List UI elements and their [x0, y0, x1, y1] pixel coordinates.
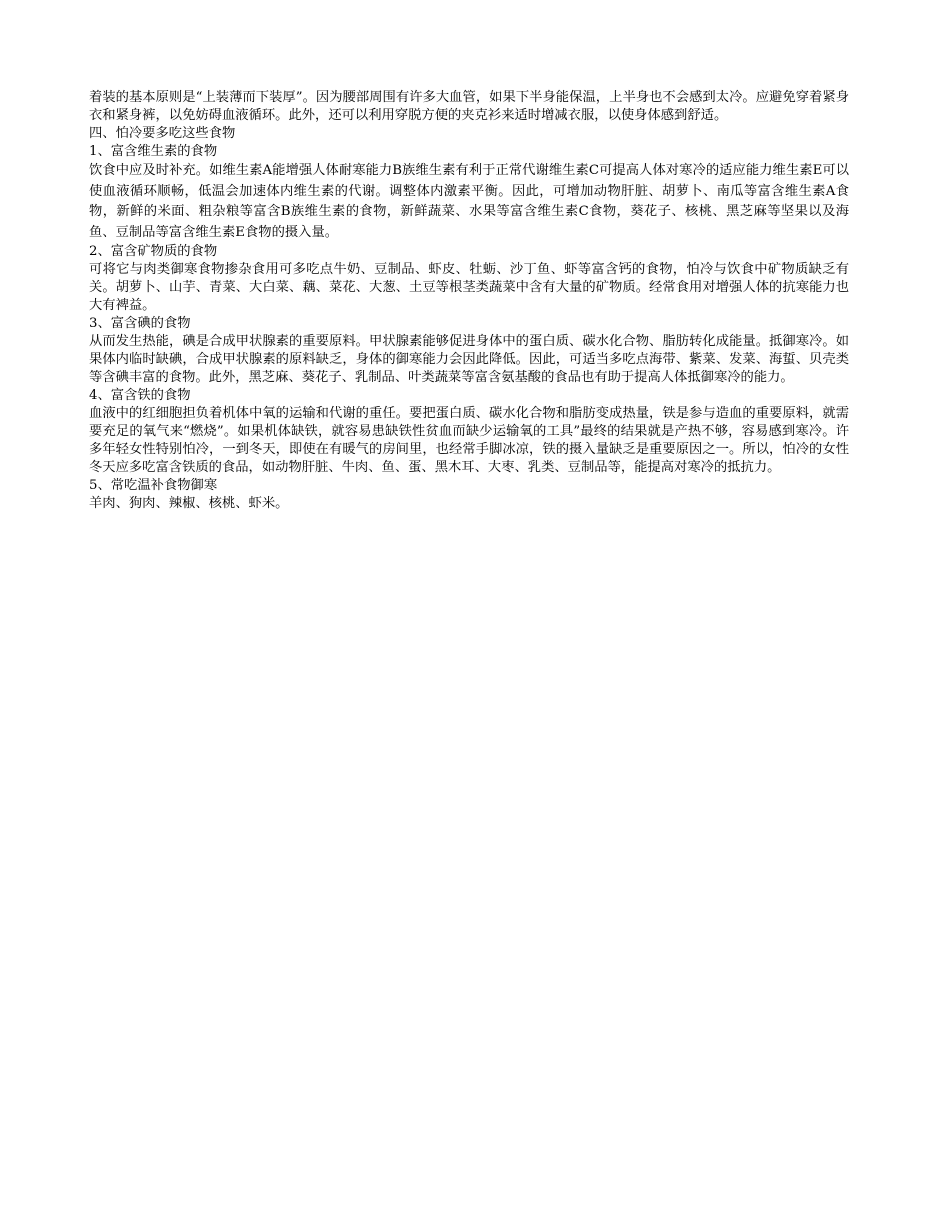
document-body	[89, 89, 849, 513]
section-heading-foods: 四、怕冷要多吃这些食物	[89, 126, 236, 141]
subheading-vitamins: 1、富含维生素的食物	[89, 144, 218, 159]
subheading-warming-foods: 5、常吃温补食物御寒	[89, 478, 218, 493]
paragraph-minerals: 可将它与肉类御寒食物掺杂食用可多吃点牛奶、豆制品、虾皮、牡蛎、沙丁鱼、虾等富含钙的食物，怕冷与饮食中矿物质缺乏有关。胡萝卜、山芋、青菜、大白菜、藕、菜花、大葱、土豆等根茎类蔬菜中含有大量的矿物质。经常食用对增强人体的抗寒能力也大有裨益。	[89, 262, 849, 313]
paragraph-clothing-principle: 着装的基本原则是“上装薄而下装厚”。因为腰部周围有许多大血管，如果下半身能保温，上半身也不会感到太冷。应避免穿着紧身衣和紧身裤，以免妨碍血液循环。此外，还可以利用穿脱方便的夹克衫来适时增减衣服，以使身体感到舒适。	[89, 90, 849, 123]
paragraph-iron: 血液中的红细胞担负着机体中氧的运输和代谢的重任。要把蛋白质、碳水化合物和脂肪变成热量，铁是参与造血的重要原料，就需要充足的氧气来“燃烧”。如果机体缺铁，就容易患缺铁性贫血而缺少运输氧的工具”最终的结果就是产热不够，容易感到寒冷。许多年轻女性特别怕冷，一到冬天，即使在有暖气的房间里，也经常手脚冰凉，铁的摄入量缺乏是重要原因之一。所以，怕冷的女性冬天应多吃富含铁质的食品，如动物肝脏、牛肉、鱼、蛋、黑木耳、大枣、乳类、豆制品等，能提高对寒冷的抵抗力。	[89, 406, 849, 475]
subheading-iodine: 3、富含碘的食物	[89, 316, 191, 331]
paragraph-vitamins: 饮食中应及时补充。如维生素A能增强人体耐寒能力B族维生素有利于正常代谢维生素C可提高人体对寒冷的适应能力维生素E可以使血液循环顺畅，低温会加速体内维生素的代谢。调整体内激素平衡。因此，可增加动物肝脏、胡萝卜、南瓜等富含维生素A食物，新鲜的米面、粗杂粮等富含B族维生素的食物，新鲜蔬菜、水果等富含维生素C食物，葵花子、核桃、黑芝麻等坚果以及海鱼、豆制品等富含维生素E食物的摄入量。	[89, 163, 849, 240]
subheading-minerals: 2、富含矿物质的食物	[89, 244, 218, 259]
subheading-iron: 4、富含铁的食物	[89, 388, 191, 403]
paragraph-iodine: 从而发生热能，碘是合成甲状腺素的重要原料。甲状腺素能够促进身体中的蛋白质、碳水化合物、脂肪转化成能量。抵御寒冷。如果体内临时缺碘，合成甲状腺素的原料缺乏，身体的御寒能力会因此降低。因此，可适当多吃点海带、紫菜、发菜、海蜇、贝壳类等含碘丰富的食物。此外，黑芝麻、葵花子、乳制品、叶类蔬菜等富含氨基酸的食品也有助于提高人体抵御寒冷的能力。	[89, 334, 849, 385]
paragraph-warming-foods: 羊肉、狗肉、辣椒、核桃、虾米。	[89, 496, 289, 511]
